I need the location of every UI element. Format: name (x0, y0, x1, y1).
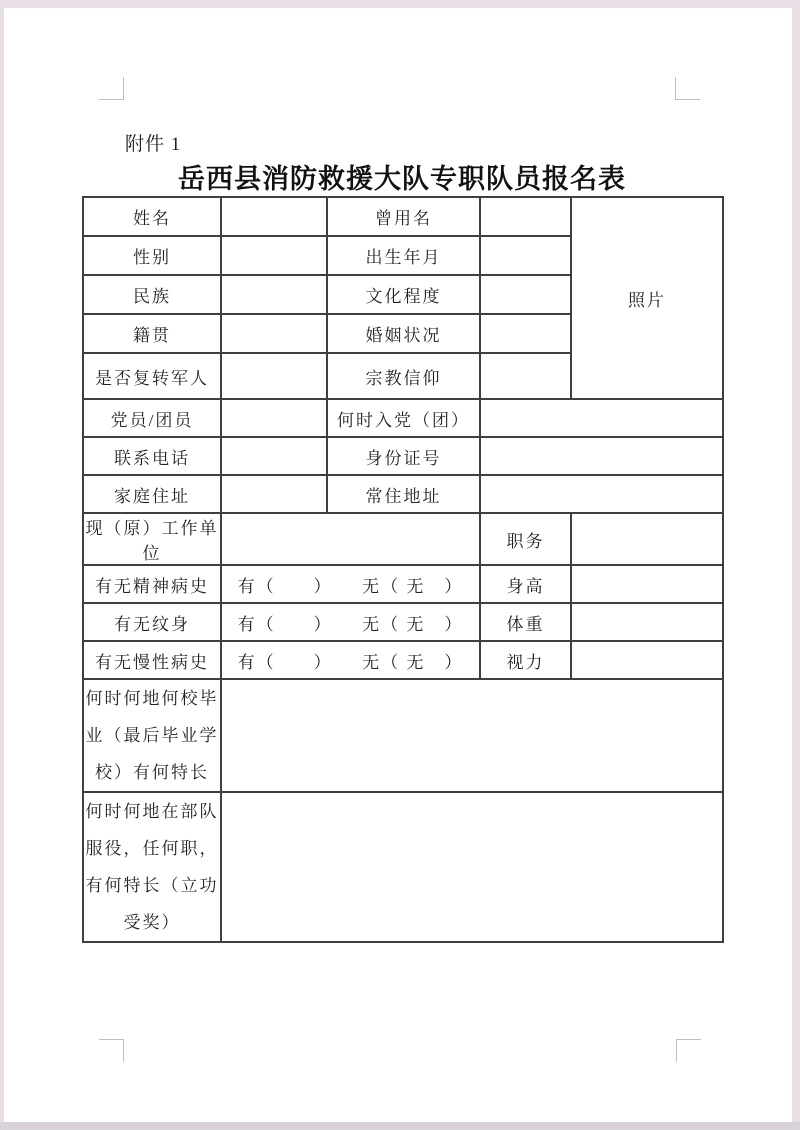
native-place-label: 籍贯 (83, 314, 221, 353)
native-place-input-cell[interactable] (221, 314, 327, 353)
page-margin-mark-top-left (99, 77, 124, 100)
former-name-input-cell[interactable] (480, 197, 571, 236)
height-label: 身高 (480, 565, 571, 603)
ethnicity-input-cell[interactable] (221, 275, 327, 314)
education-level-input-cell[interactable] (480, 275, 571, 314)
table-row (83, 197, 723, 236)
table-row (83, 641, 723, 679)
birth-date-input-cell[interactable] (480, 236, 571, 275)
table-row (83, 679, 723, 792)
attachment-label: 附件 1 (125, 134, 182, 155)
home-address-input-cell[interactable] (221, 475, 327, 513)
table-row (83, 513, 723, 565)
page-margin-mark-bottom-left (99, 1039, 124, 1062)
tattoo-label: 有无纹身 (83, 603, 221, 641)
position-label: 职务 (480, 513, 571, 565)
ethnicity-label: 民族 (83, 275, 221, 314)
residence-address-label: 常住地址 (327, 475, 480, 513)
residence-address-input-cell[interactable] (480, 475, 723, 513)
page-bottom-shadow (0, 1122, 800, 1130)
chronic-disease-label: 有无慢性病史 (83, 641, 221, 679)
page-margin-mark-top-right (675, 77, 700, 100)
table-row (83, 792, 723, 942)
phone-label: 联系电话 (83, 437, 221, 475)
vision-input-cell[interactable] (571, 641, 723, 679)
id-number-input-cell[interactable] (480, 437, 723, 475)
gender-input-cell[interactable] (221, 236, 327, 275)
table-row (83, 603, 723, 641)
education-specialty-input-cell[interactable] (221, 679, 723, 792)
mental-illness-option-cell[interactable]: 有（ ） 无（ 无 ） (221, 565, 480, 603)
gender-label: 性别 (83, 236, 221, 275)
religion-input-cell[interactable] (480, 353, 571, 399)
marital-status-input-cell[interactable] (480, 314, 571, 353)
table-row (83, 475, 723, 513)
mental-illness-history-label: 有无精神病史 (83, 565, 221, 603)
military-service-label: 何时何地在部队服役，任何职，有何特长（立功受奖） (83, 792, 221, 942)
table-row (83, 565, 723, 603)
party-member-input-cell[interactable] (221, 399, 327, 437)
id-number-label: 身份证号 (327, 437, 480, 475)
tattoo-option-cell[interactable]: 有（ ） 无（ 无 ） (221, 603, 480, 641)
photo-placeholder-cell[interactable]: 照片 (571, 197, 723, 399)
work-unit-input-cell[interactable] (221, 513, 480, 565)
phone-input-cell[interactable] (221, 437, 327, 475)
table-row (83, 437, 723, 475)
height-input-cell[interactable] (571, 565, 723, 603)
position-input-cell[interactable] (571, 513, 723, 565)
party-join-date-label: 何时入党（团） (327, 399, 480, 437)
weight-input-cell[interactable] (571, 603, 723, 641)
name-label: 姓名 (83, 197, 221, 236)
military-service-input-cell[interactable] (221, 792, 723, 942)
home-address-label: 家庭住址 (83, 475, 221, 513)
form-title: 岳西县消防救援大队专职队员报名表 (178, 164, 626, 194)
vision-label: 视力 (480, 641, 571, 679)
education-specialty-label: 何时何地何校毕业（最后毕业学校）有何特长 (83, 679, 221, 792)
name-input-cell[interactable] (221, 197, 327, 236)
weight-label: 体重 (480, 603, 571, 641)
page-margin-mark-bottom-right (676, 1039, 701, 1062)
former-name-label: 曾用名 (327, 197, 480, 236)
education-level-label: 文化程度 (327, 275, 480, 314)
chronic-disease-option-cell[interactable]: 有（ ） 无（ 无 ） (221, 641, 480, 679)
marital-status-label: 婚姻状况 (327, 314, 480, 353)
application-form-table (82, 196, 724, 943)
work-unit-label: 现（原）工作单位 (83, 513, 221, 565)
birth-date-label: 出生年月 (327, 236, 480, 275)
religion-label: 宗教信仰 (327, 353, 480, 399)
party-join-date-input-cell[interactable] (480, 399, 723, 437)
veteran-status-label: 是否复转军人 (83, 353, 221, 399)
party-member-label: 党员/团员 (83, 399, 221, 437)
veteran-status-input-cell[interactable] (221, 353, 327, 399)
table-row (83, 399, 723, 437)
